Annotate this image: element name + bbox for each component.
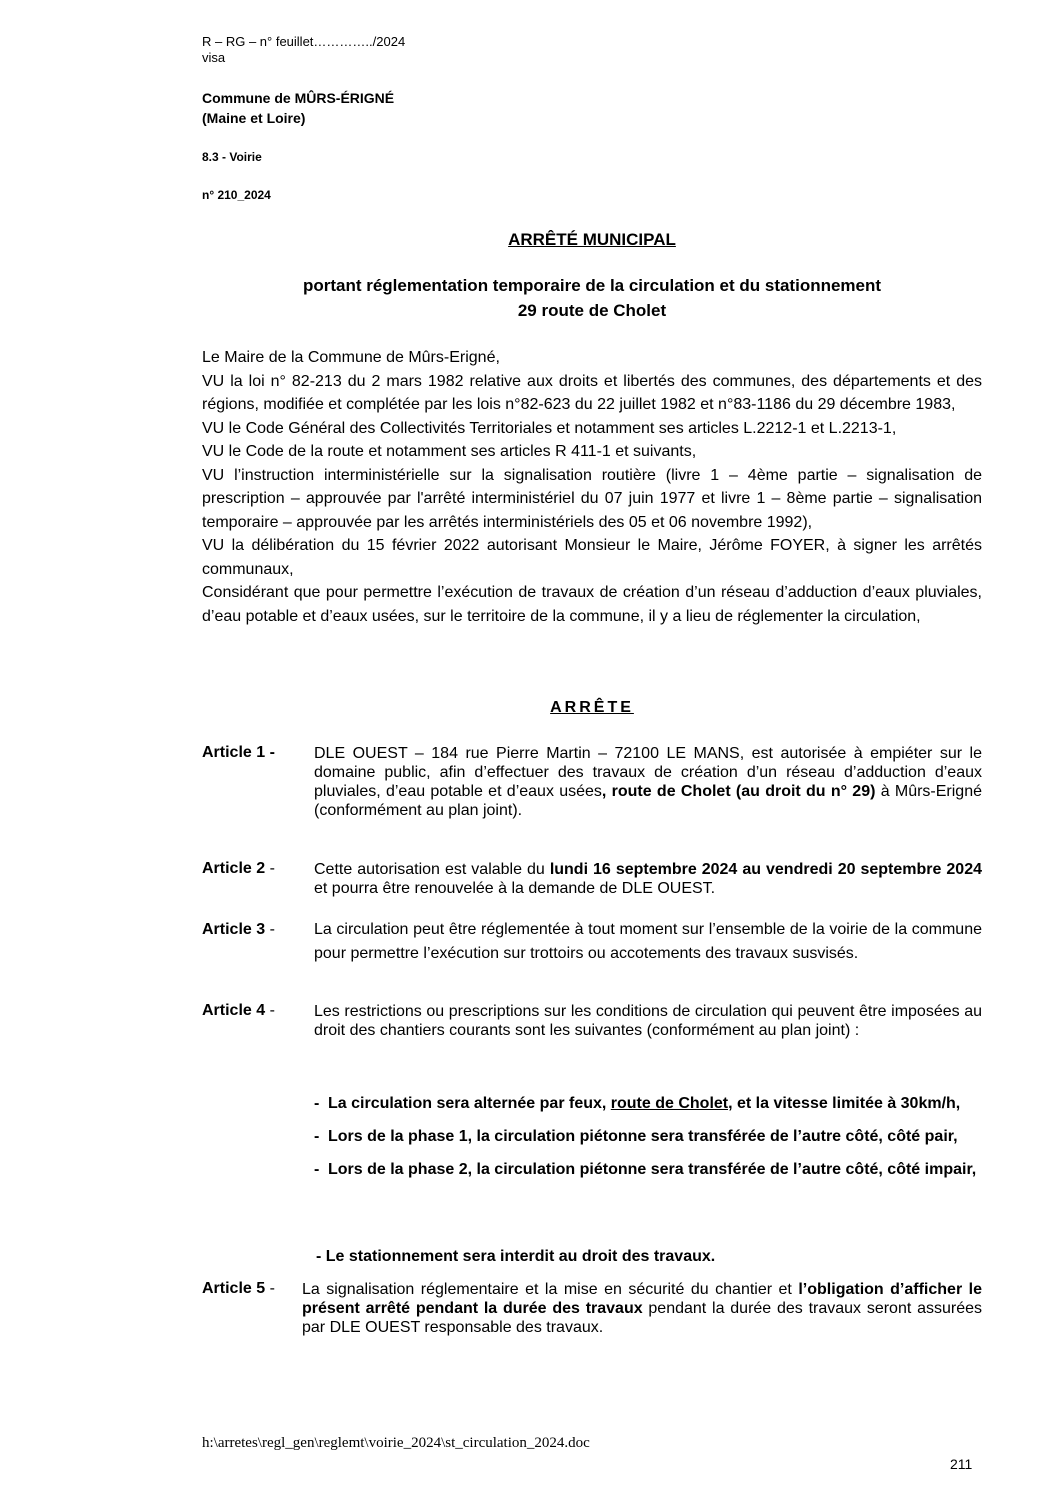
article-5-text-part: pendant la durée des travaux seront assurées par DLE OUEST responsable des travaux. [302, 1300, 982, 1336]
article-2-label-text: Article 2 [202, 860, 266, 877]
article-2-text-part: et pourra être renouvelée à la demande de DLE OUEST. [314, 880, 716, 897]
article-2-text-part: Cette autorisation est valable du [314, 861, 550, 878]
article-2-dates: lundi 16 septembre 2024 au vendredi 20 septembre 2024 [549, 861, 983, 878]
article-5-label [202, 1280, 275, 1298]
article-4-text: Les restrictions ou prescriptions sur les conditions de circulation qui peuvent être imposées au droit des chantiers courants sont les suivantes (conformément au plan joint) : [314, 1003, 982, 1039]
article-2-label [202, 860, 275, 878]
article-4-label-text: Article 4 [202, 1002, 266, 1019]
article-2-label-dash: - [265, 860, 275, 877]
preamble-paragraph: VU la délibération du 15 février 2022 autorisant Monsieur le Maire, Jérôme FOYER, à signer les arrêtés communaux, [202, 537, 982, 578]
list-item-text: La circulation sera alternée par feux, [328, 1095, 611, 1112]
article-5-label-text: Article 5 [202, 1280, 266, 1297]
preamble-paragraph: VU l’instruction interministérielle sur la signalisation routière (livre 1 – 4ème partie – signalisation de prescription – approuvée par l'arrêté interministériel du 07 juin 1977 et livre 1 – 8ème partie – signalisation temporaire – approuvée par les arrêtés interministériels des 05 et 06 novembre 1992), [202, 466, 982, 531]
file-path-footer: h:\arretes\regl_gen\reglemt\voirie_2024\st_circulation_2024.doc [202, 1435, 590, 1451]
list-item-text: et la vitesse limitée à 30km/h, [732, 1095, 961, 1112]
department-name: (Maine et Loire) [202, 110, 306, 126]
article-1-text [314, 744, 982, 820]
visa-label: visa [202, 50, 226, 65]
list-item [314, 1094, 982, 1113]
article-4-list [314, 1094, 982, 1193]
reference-line: R – RG – n° feuillet…………../2024 [202, 34, 406, 49]
list-item-road-name: route de Cholet, [610, 1095, 733, 1112]
preamble-paragraph: Le Maire de la Commune de Mûrs-Erigné, [202, 349, 500, 366]
list-item: - Lors de la phase 2, la circulation piétonne sera transférée de l’autre côté, côté impair, [314, 1160, 982, 1179]
preamble-paragraph: VU la loi n° 82-213 du 2 mars 1982 relative aux droits et libertés des communes, des départements et des régions, modifiée et complétée par les lois n°82-623 du 22 juillet 1982 et n°83-1186 du 29 décembre 1983, [202, 372, 982, 413]
article-3-label [202, 921, 275, 939]
article-4-label [202, 1002, 275, 1020]
article-5-text-part: La signalisation réglementaire et la mise en sécurité du chantier et [302, 1281, 799, 1298]
arrete-heading: ARRÊTE [550, 699, 634, 716]
article-3-label-dash: - [265, 921, 275, 938]
article-5-text [302, 1280, 982, 1337]
article-1-text-part: DLE OUEST – 184 rue Pierre Martin – 72100 LE MANS, est autorisée à empiéter sur le domaine public, afin d’effectuer des travaux de création d’un réseau d’adduction d’eaux pluviales, d’eau potable et d’eaux usées [314, 745, 982, 800]
category-label: 8.3 - Voirie [202, 150, 262, 164]
page-number: 211 [950, 1456, 973, 1472]
article-1-label: Article 1 - [202, 744, 275, 761]
article-1-location: , route de Cholet (au droit du n° 29) [601, 783, 876, 800]
subtitle-line-2: 29 route de Cholet [517, 301, 667, 320]
list-item: - Le stationnement sera interdit au droit des travaux. [316, 1248, 716, 1265]
preamble-paragraph: Considérant que pour permettre l’exécution de travaux de création d’un réseau d’adduction d’eaux pluviales, d’eau potable et d’eaux usées, sur le territoire de la commune, il y a lieu de réglementer la circulation, [202, 584, 982, 625]
page-title: ARRÊTÉ MUNICIPAL [508, 230, 676, 249]
article-3-text: La circulation peut être réglementée à tout moment sur l’ensemble de la voirie de la commune pour permettre l’exécution sur trottoirs ou accotements des travaux susvisés. [314, 921, 982, 962]
article-3-label-text: Article 3 [202, 921, 266, 938]
list-item: - Lors de la phase 1, la circulation piétonne sera transférée de l’autre côté, côté pair, [314, 1127, 982, 1146]
preamble-paragraph: VU le Code de la route et notamment ses articles R 411-1 et suivants, [202, 443, 697, 460]
preamble-paragraph: VU le Code Général des Collectivités Territoriales et notamment ses articles L.2212-1 et L.2213-1, [202, 419, 897, 437]
subtitle [0, 273, 1058, 323]
article-2-text [314, 860, 982, 898]
article-5-obligation: l’obligation d’afficher le présent arrêté pendant la durée des travaux [302, 1281, 982, 1317]
preamble [202, 346, 982, 628]
subtitle-line-1: portant réglementation temporaire de la circulation et du stationnement [302, 276, 882, 295]
article-1-text-part: à Mûrs-Erigné (conformément au plan joint). [314, 783, 983, 819]
article-4-label-dash: - [265, 1002, 275, 1019]
decree-number: n° 210_2024 [202, 188, 271, 202]
article-5-label-dash: - [265, 1280, 275, 1297]
commune-name: Commune de MÛRS-ÉRIGNÉ [202, 90, 395, 106]
